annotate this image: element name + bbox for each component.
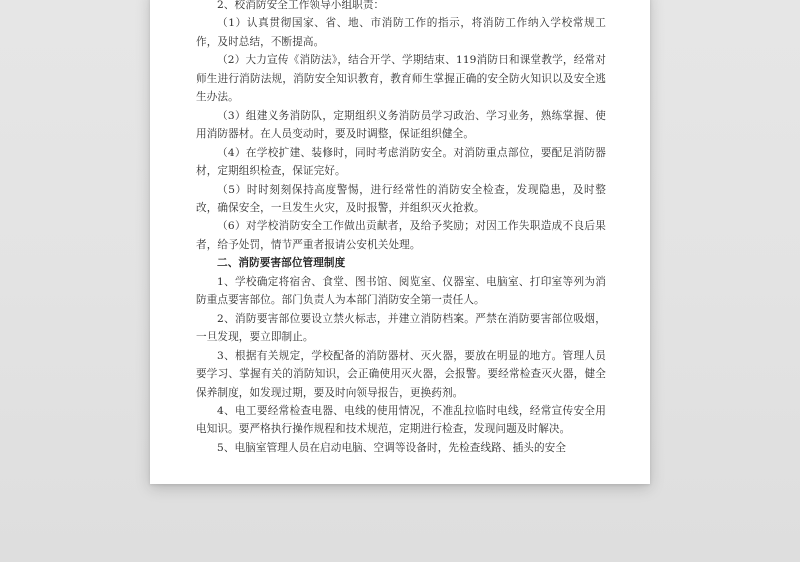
paragraph-duty-1: （1）认真贯彻国家、省、地、市消防工作的指示，将消防工作纳入学校常规工作，及时总结，不断提高。	[196, 17, 606, 48]
paragraph-duty-6: （6）对学校消防安全工作做出贡献者，及给予奖励；对因工作失职造成不良后果者，给予处罚，情节严重者报请公安机关处理。	[196, 220, 606, 251]
section-heading: 二、消防要害部位管理制度	[217, 257, 346, 270]
paragraph-rule-3: 3、根据有关规定，学校配备的消防器材、灭火器，要放在明显的地方。管理人员要学习、掌握有关的消防知识，会正确使用灭火器，会报警。要经常检查灭火器，健全保养制度，如发现过期，要及时向领导报告，更换药剂。	[196, 349, 606, 399]
paragraph-duty-3: （3）组建义务消防队，定期组织义务消防员学习政治、学习业务，熟练掌握、使用消防器材。在人员变动时，要及时调整，保证组织健全。	[196, 109, 606, 141]
document-page	[150, 0, 650, 484]
paragraph-duty-5: （5）时时刻刻保持高度警惕，进行经常性的消防安全检查，发现隐患，及时整改，确保安全，一旦发生火灾，及时报警，并组织灭火抢救。	[196, 183, 606, 214]
document-body	[196, 0, 606, 457]
paragraph-rule-1: 1、学校确定将宿舍、食堂、图书馆、阅览室、仪器室、电脑室、打印室等列为消防重点要害部位。部门负责人为本部门消防安全第一责任人。	[196, 275, 606, 307]
paragraph-rule-2: 2、消防要害部位要设立禁火标志，并建立消防档案。严禁在消防要害部位吸烟，一旦发现，要立即制止。	[196, 312, 606, 344]
paragraph-duty-heading: 2、校消防安全工作领导小组职责：	[217, 0, 385, 11]
paragraph-duty-2: （2）大力宣传《消防法》，结合开学、学期结束、119消防日和课堂教学，经常对师生进行消防法规，消防安全知识教育，教育师生掌握正确的安全防火知识以及安全逃生办法。	[196, 54, 606, 104]
paragraph-duty-4: （4）在学校扩建、装修时，同时考虑消防安全。对消防重点部位，要配足消防器材，定期组织检查，保证完好。	[196, 146, 606, 178]
paragraph-rule-5: 5、电脑室管理人员在启动电脑、空调等设备时，先检查线路、插头的安全	[217, 441, 567, 454]
paragraph-rule-4: 4、电工要经常检查电器、电线的使用情况，不准乱拉临时电线，经常宣传安全用电知识。要严格执行操作规程和技术规范，定期进行检查，发现问题及时解决。	[196, 404, 606, 436]
